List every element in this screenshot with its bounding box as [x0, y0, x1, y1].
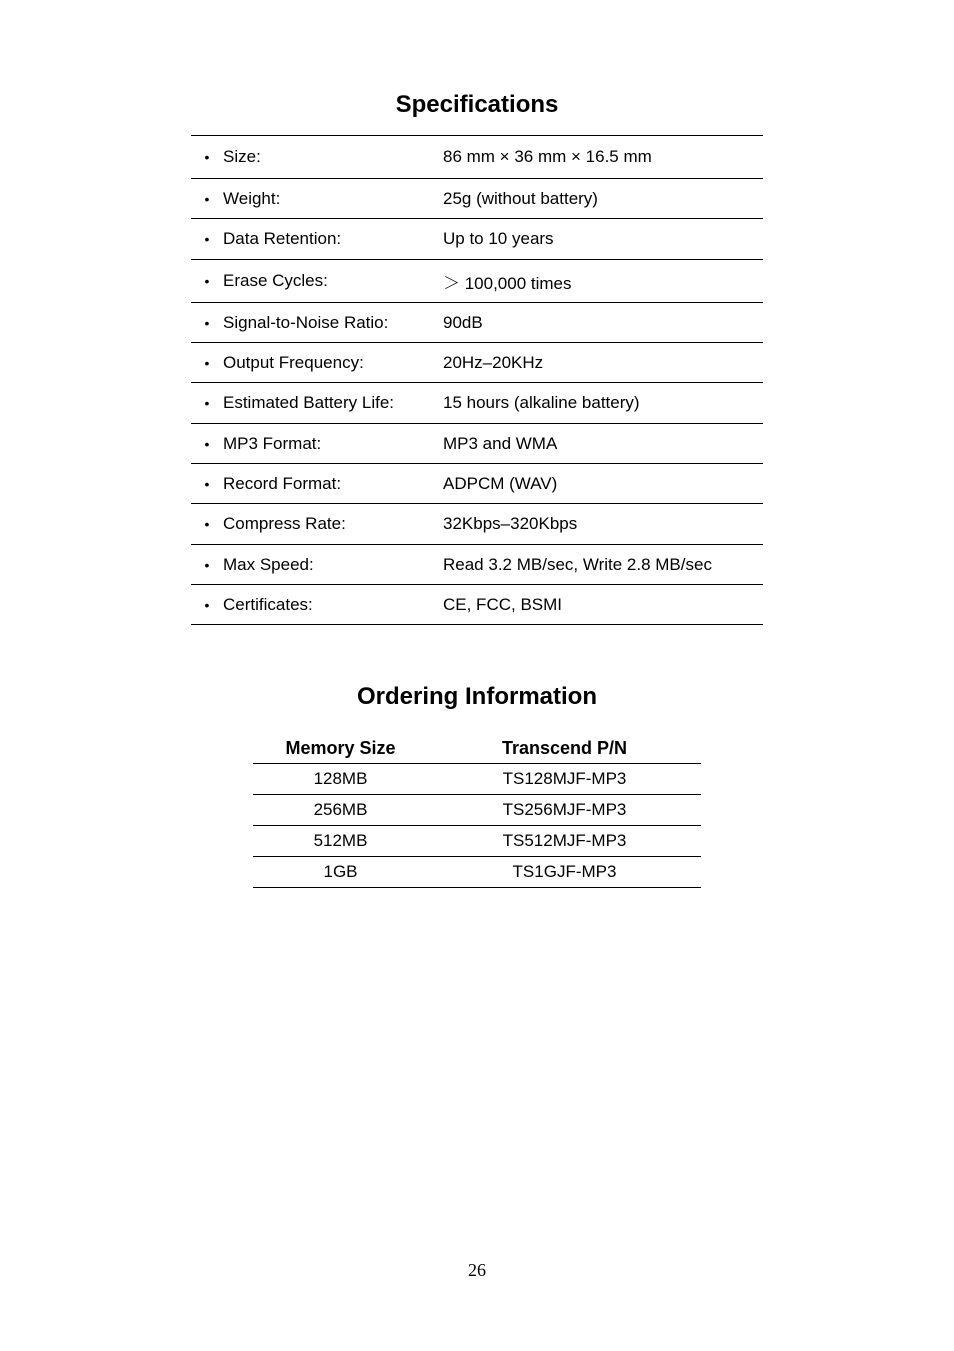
- spec-label: Erase Cycles:: [223, 271, 328, 290]
- spec-label: Compress Rate:: [223, 514, 346, 533]
- bullet-icon: •: [204, 435, 210, 452]
- spec-row: [191, 179, 763, 219]
- spec-row: [191, 424, 763, 464]
- spec-label: Certificates:: [223, 594, 313, 614]
- spec-label: Data Retention:: [223, 229, 342, 248]
- memory-size-cell: 1GB: [323, 862, 358, 881]
- table-row: [253, 826, 701, 857]
- spec-label: Weight:: [223, 188, 281, 208]
- spec-row: [191, 303, 763, 343]
- memory-size-cell: 512MB: [313, 831, 368, 850]
- bullet-icon: •: [204, 190, 210, 207]
- spec-label: Max Speed:: [223, 554, 314, 574]
- spec-value: CE, FCC, BSMI: [443, 594, 563, 614]
- table-row: [253, 764, 701, 795]
- spec-value: Read 3.2 MB/sec, Write 2.8 MB/sec: [443, 554, 712, 574]
- spec-row: [191, 343, 763, 383]
- spec-value: 15 hours (alkaline battery): [443, 393, 640, 412]
- spec-row: [191, 260, 763, 303]
- bullet-icon: •: [204, 354, 210, 371]
- spec-value: ADPCM (WAV): [443, 473, 558, 493]
- bullet-icon: •: [204, 556, 210, 573]
- specifications-table: [191, 135, 763, 625]
- memory-size-cell: 128MB: [313, 769, 368, 788]
- spec-row: [191, 464, 763, 504]
- part-number-cell: TS512MJF-MP3: [502, 831, 627, 850]
- spec-value: MP3 and WMA: [443, 433, 558, 453]
- specifications-title: Specifications: [395, 91, 559, 118]
- memory-size-cell: 256MB: [313, 800, 368, 819]
- spec-label: Signal-to-Noise Ratio:: [223, 312, 389, 332]
- table-row: [253, 857, 701, 888]
- spec-row: [191, 545, 763, 585]
- spec-label: Estimated Battery Life:: [223, 393, 395, 412]
- part-number-cell: TS256MJF-MP3: [502, 800, 627, 819]
- spec-value: Up to 10 years: [443, 229, 554, 248]
- bullet-icon: •: [204, 149, 210, 165]
- bullet-icon: •: [204, 475, 210, 492]
- spec-label: Size:: [223, 147, 261, 166]
- spec-value: 20Hz–20KHz: [443, 352, 544, 372]
- spec-value: ＞ 100,000 times: [443, 273, 572, 293]
- ordering-table-header: [253, 734, 701, 764]
- column-header-memory-size: Memory Size: [285, 738, 396, 758]
- bullet-icon: •: [204, 395, 210, 411]
- bullet-icon: •: [204, 231, 210, 247]
- spec-label: MP3 Format:: [223, 433, 322, 453]
- spec-value: 86 mm × 36 mm × 16.5 mm: [443, 147, 652, 166]
- spec-label: Record Format:: [223, 473, 342, 493]
- bullet-icon: •: [204, 596, 210, 613]
- spec-row: [191, 383, 763, 424]
- table-row: [253, 795, 701, 826]
- ordering-table: [253, 734, 701, 888]
- column-header-part-number: Transcend P/N: [501, 738, 628, 758]
- spec-value: 90dB: [443, 312, 483, 332]
- spec-row: [191, 219, 763, 260]
- spec-row: [191, 585, 763, 625]
- spec-row: [191, 136, 763, 179]
- spec-value: 25g (without battery): [443, 188, 598, 208]
- bullet-icon: •: [204, 516, 210, 532]
- page-number: 26: [468, 1260, 486, 1280]
- spec-label: Output Frequency:: [223, 352, 364, 372]
- bullet-icon: •: [204, 273, 210, 289]
- spec-value: 32Kbps–320Kbps: [443, 514, 578, 533]
- spec-row: [191, 504, 763, 545]
- part-number-cell: TS128MJF-MP3: [502, 769, 627, 788]
- ordering-information-title: Ordering Information: [357, 683, 597, 710]
- bullet-icon: •: [204, 314, 210, 331]
- part-number-cell: TS1GJF-MP3: [512, 862, 617, 881]
